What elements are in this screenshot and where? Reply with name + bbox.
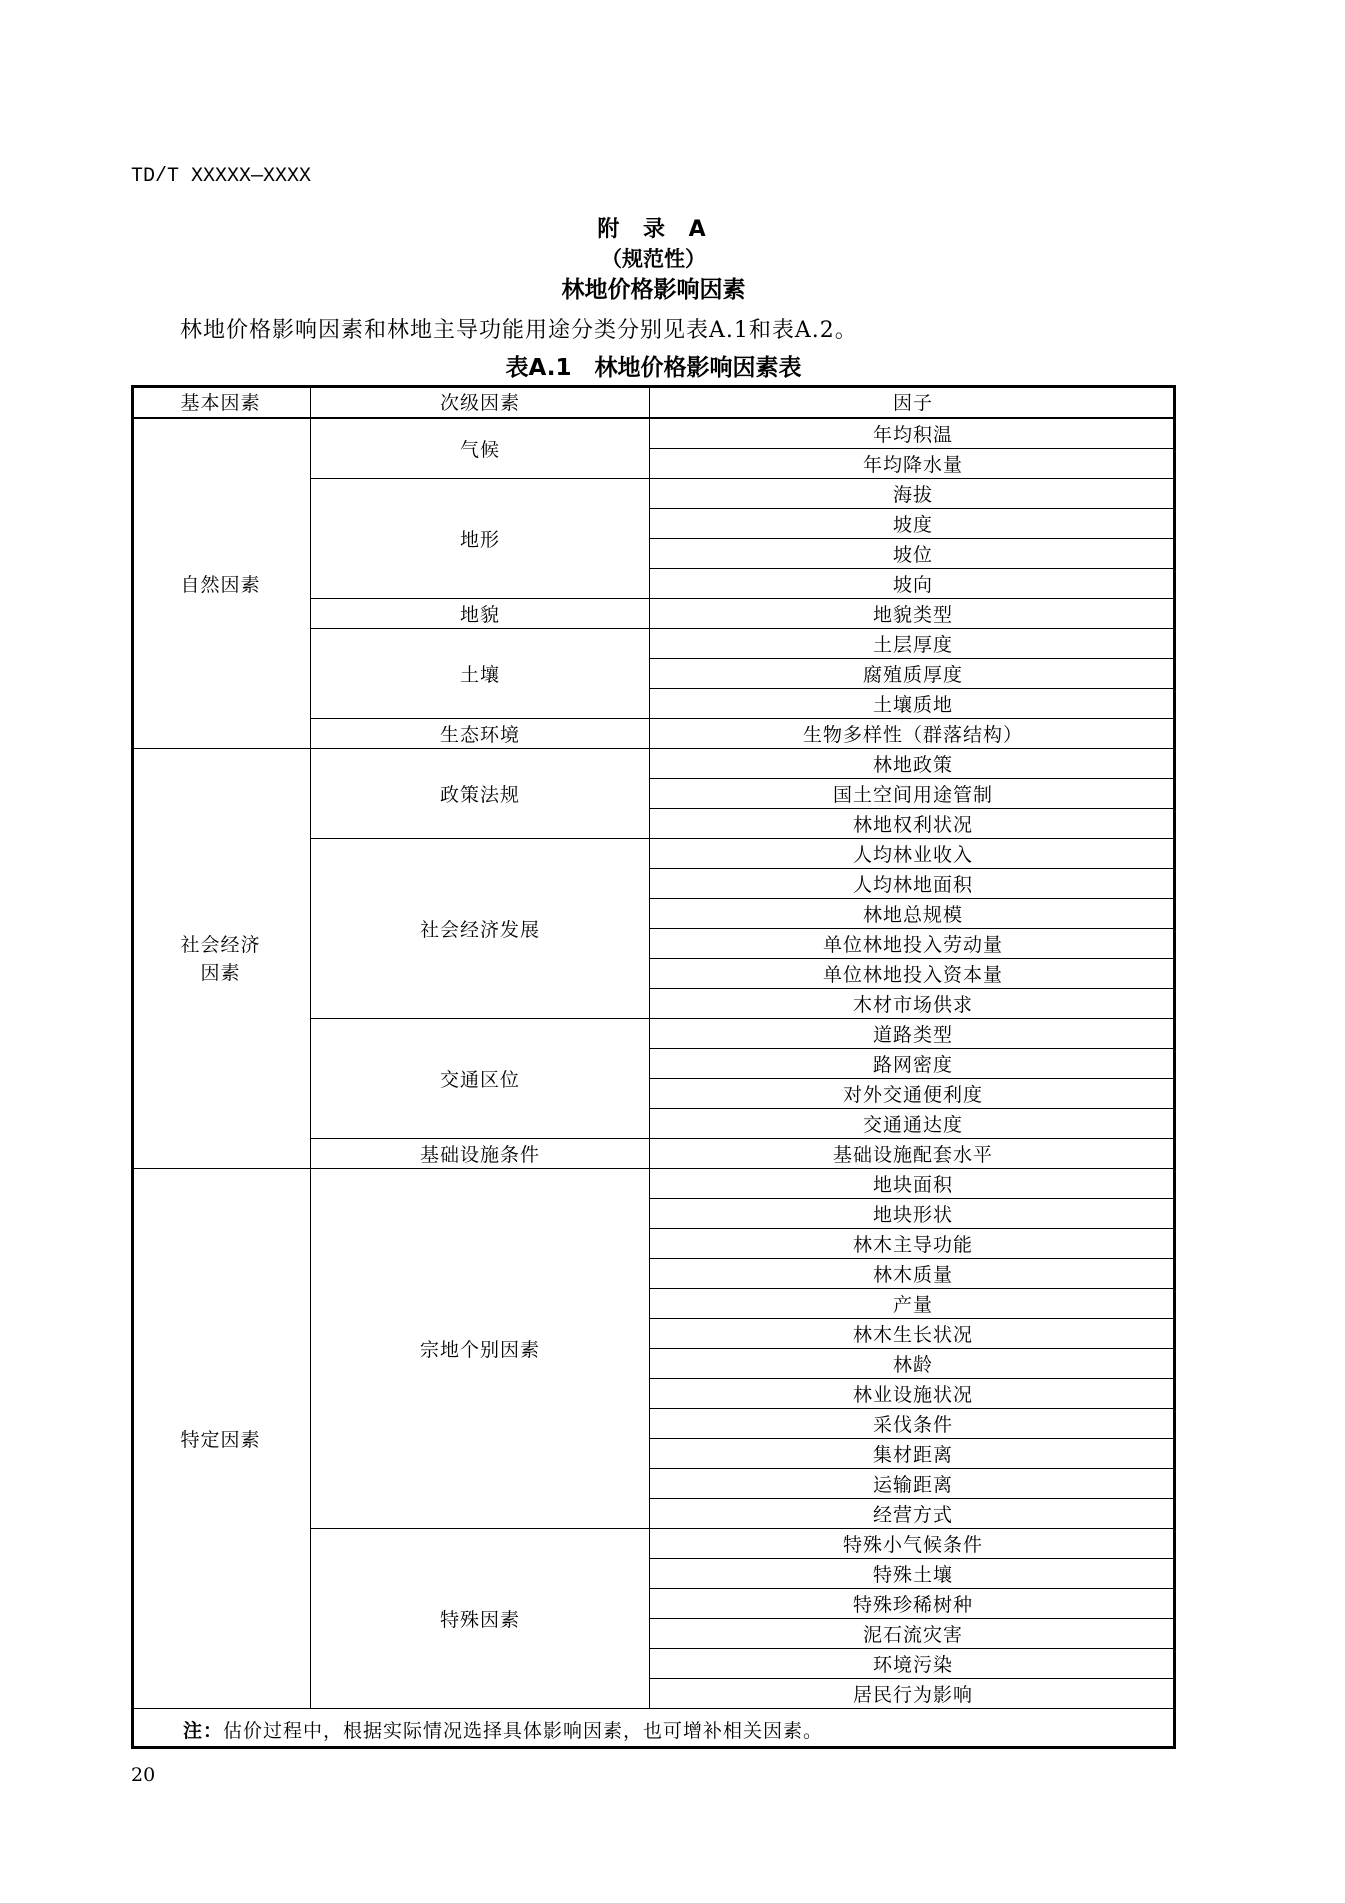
secondary-factor-cell: 地貌	[311, 599, 650, 629]
factor-cell: 海拔	[650, 479, 1176, 509]
factor-cell: 人均林地面积	[650, 869, 1176, 899]
column-header-basic: 基本因素	[131, 385, 311, 419]
factor-cell: 生物多样性（群落结构）	[650, 719, 1176, 749]
factor-cell: 林木质量	[650, 1259, 1176, 1289]
factor-cell: 坡位	[650, 539, 1176, 569]
factor-cell: 特殊小气候条件	[650, 1529, 1176, 1559]
factor-cell: 单位林地投入劳动量	[650, 929, 1176, 959]
factor-cell: 环境污染	[650, 1649, 1176, 1679]
secondary-factor-cell: 气候	[311, 419, 650, 479]
secondary-factor-cell: 政策法规	[311, 749, 650, 839]
document-code: TD/T XXXXX—XXXX	[131, 165, 312, 188]
factor-cell: 基础设施配套水平	[650, 1139, 1176, 1169]
factor-cell: 年均降水量	[650, 449, 1176, 479]
factor-cell: 林龄	[650, 1349, 1176, 1379]
factor-cell: 产量	[650, 1289, 1176, 1319]
factor-cell: 路网密度	[650, 1049, 1176, 1079]
appendix-title: 林地价格影响因素	[561, 277, 746, 303]
secondary-factor-cell: 生态环境	[311, 719, 650, 749]
factor-cell: 对外交通便利度	[650, 1079, 1176, 1109]
intro-paragraph: 林地价格影响因素和林地主导功能用途分类分别见表A.1和表A.2。	[180, 318, 858, 343]
factor-cell: 年均积温	[650, 419, 1176, 449]
secondary-factor-cell: 地形	[311, 479, 650, 599]
factor-cell: 土层厚度	[650, 629, 1176, 659]
secondary-factor-cell: 基础设施条件	[311, 1139, 650, 1169]
factor-cell: 居民行为影响	[650, 1679, 1176, 1709]
factor-cell: 交通通达度	[650, 1109, 1176, 1139]
factor-cell: 人均林业收入	[650, 839, 1176, 869]
basic-factor-cell: 特定因素	[131, 1169, 311, 1709]
factor-cell: 林地总规模	[650, 899, 1176, 929]
factor-cell: 木材市场供求	[650, 989, 1176, 1019]
factor-cell: 特殊土壤	[650, 1559, 1176, 1589]
factor-cell: 特殊珍稀树种	[650, 1589, 1176, 1619]
factor-cell: 土壤质地	[650, 689, 1176, 719]
factor-cell: 林木生长状况	[650, 1319, 1176, 1349]
secondary-factor-cell: 土壤	[311, 629, 650, 719]
table-caption: 表A.1 林地价格影响因素表	[505, 355, 802, 381]
column-header-factor: 因子	[650, 385, 1176, 419]
factor-cell: 单位林地投入资本量	[650, 959, 1176, 989]
factor-cell: 林地政策	[650, 749, 1176, 779]
factor-cell: 林地权利状况	[650, 809, 1176, 839]
secondary-factor-cell: 社会经济发展	[311, 839, 650, 1019]
table-note-label: 注：	[183, 1719, 224, 1742]
factor-cell: 经营方式	[650, 1499, 1176, 1529]
factor-cell: 腐殖质厚度	[650, 659, 1176, 689]
table-note-text: 估价过程中，根据实际情况选择具体影响因素，也可增补相关因素。	[223, 1719, 824, 1742]
factor-cell: 林木主导功能	[650, 1229, 1176, 1259]
factor-cell: 地貌类型	[650, 599, 1176, 629]
factor-cell: 运输距离	[650, 1469, 1176, 1499]
secondary-factor-cell: 特殊因素	[311, 1529, 650, 1709]
column-header-secondary: 次级因素	[311, 385, 650, 419]
factor-cell: 集材距离	[650, 1439, 1176, 1469]
factor-cell: 林业设施状况	[650, 1379, 1176, 1409]
factor-cell: 地块形状	[650, 1199, 1176, 1229]
factor-cell: 地块面积	[650, 1169, 1176, 1199]
secondary-factor-cell: 宗地个别因素	[311, 1169, 650, 1529]
basic-factor-cell: 自然因素	[131, 419, 311, 749]
appendix-nature: （规范性）	[601, 247, 706, 271]
basic-factor-label: 社会经济因素	[180, 933, 261, 984]
factor-cell: 道路类型	[650, 1019, 1176, 1049]
factor-table	[131, 385, 1176, 1749]
basic-factor-cell	[131, 749, 311, 1169]
table-note	[131, 1709, 1176, 1749]
factor-cell: 国土空间用途管制	[650, 779, 1176, 809]
factor-cell: 坡向	[650, 569, 1176, 599]
factor-cell: 坡度	[650, 509, 1176, 539]
page-number: 20	[131, 1764, 156, 1786]
secondary-factor-cell: 交通区位	[311, 1019, 650, 1139]
factor-cell: 采伐条件	[650, 1409, 1176, 1439]
factor-cell: 泥石流灾害	[650, 1619, 1176, 1649]
appendix-label: 附 录 A	[597, 217, 710, 242]
